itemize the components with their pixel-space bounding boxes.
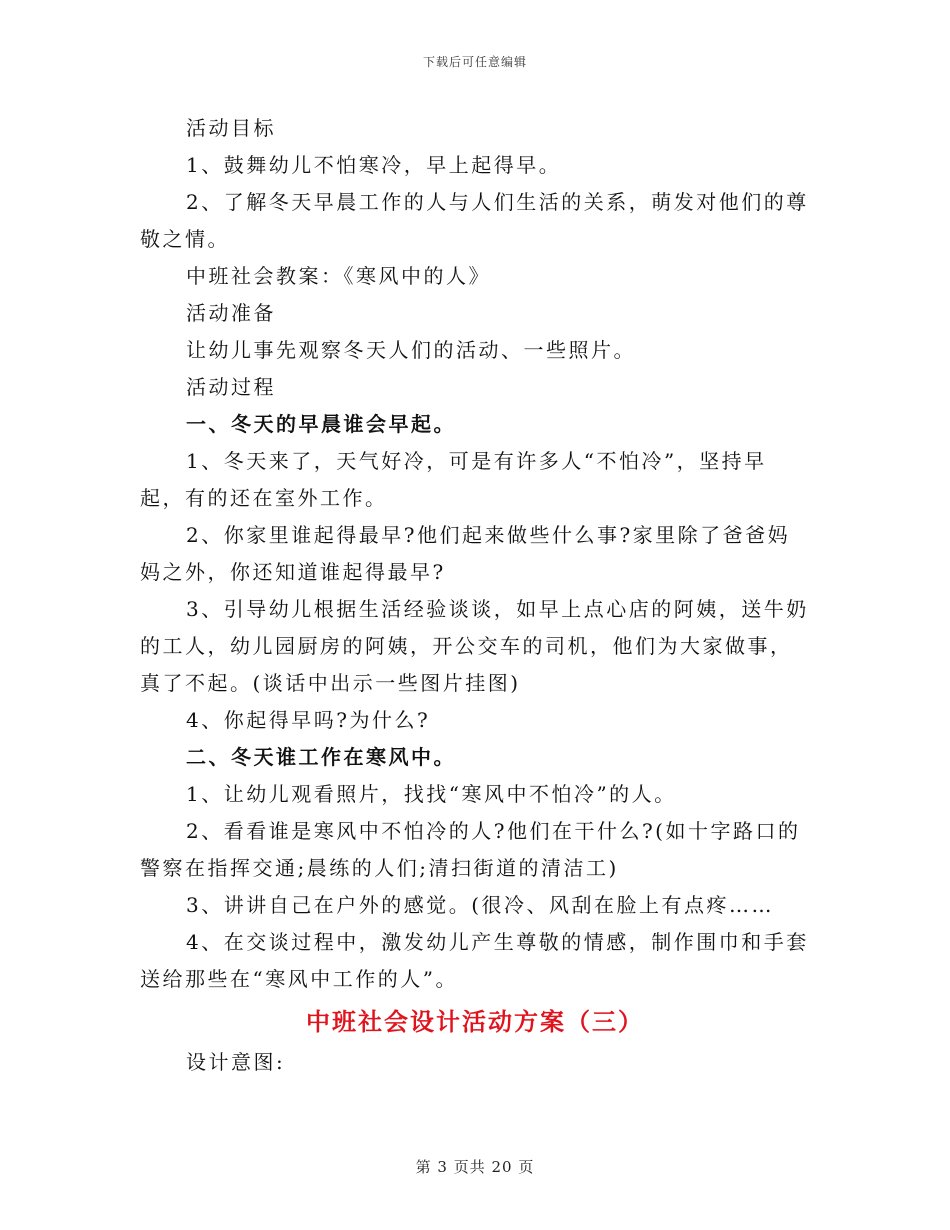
section-heading: 二、冬天谁工作在寒风中。: [186, 745, 456, 769]
page-number: 第 3 页共 20 页: [415, 1158, 535, 1176]
section-heading: 一、冬天的早晨谁会早起。: [186, 412, 456, 436]
paragraph: 4、在交谈过程中，激发幼儿产生尊敬的情感，制作围巾和手套送给那些在“寒风中工作的人”。: [140, 930, 809, 991]
paragraph: 让幼儿事先观察冬天人们的活动、一些照片。: [186, 338, 636, 362]
paragraph: 2、你家里谁起得最早?他们起来做些什么事?家里除了爸爸妈妈之外，你还知道谁起得最早?: [140, 523, 791, 584]
section-title: 中班社会设计活动方案（三）: [306, 1007, 644, 1036]
paragraph: 2、了解冬天早晨工作的人与人们生活的关系，萌发对他们的尊敬之情。: [140, 190, 809, 251]
paragraph: 活动准备: [186, 301, 276, 325]
paragraph: 活动过程: [186, 375, 276, 399]
page-header-note: 下载后可任意编辑: [422, 55, 527, 69]
paragraph: 3、引导幼儿根据生活经验谈谈，如早上点心店的阿姨，送牛奶的工人，幼儿园厨房的阿姨，开公交车的司机，他们为大家做事，真了不起。(谈话中出示一些图片挂图): [140, 597, 809, 695]
paragraph: 中班社会教案：《寒风中的人》: [186, 264, 491, 288]
paragraph: 设计意图:: [186, 1050, 286, 1074]
paragraph: 1、鼓舞幼儿不怕寒冷，早上起得早。: [186, 153, 562, 177]
document-body: [140, 110, 810, 1081]
paragraph: 2、看看谁是寒风中不怕冷的人?他们在干什么?(如十字路口的警察在指挥交通;晨练的人们;清扫街道的清洁工): [140, 819, 801, 880]
paragraph: 3、讲讲自己在户外的感觉。(很冷、风刮在脸上有点疼……: [186, 893, 775, 917]
paragraph: 1、冬天来了，天气好冷，可是有许多人“不怕冷”，坚持早起，有的还在室外工作。: [140, 449, 767, 510]
paragraph: 4、你起得早吗?为什么?: [186, 708, 431, 732]
paragraph: 1、让幼儿观看照片，找找“寒风中不怕冷”的人。: [186, 782, 677, 806]
paragraph: 活动目标: [186, 116, 276, 140]
